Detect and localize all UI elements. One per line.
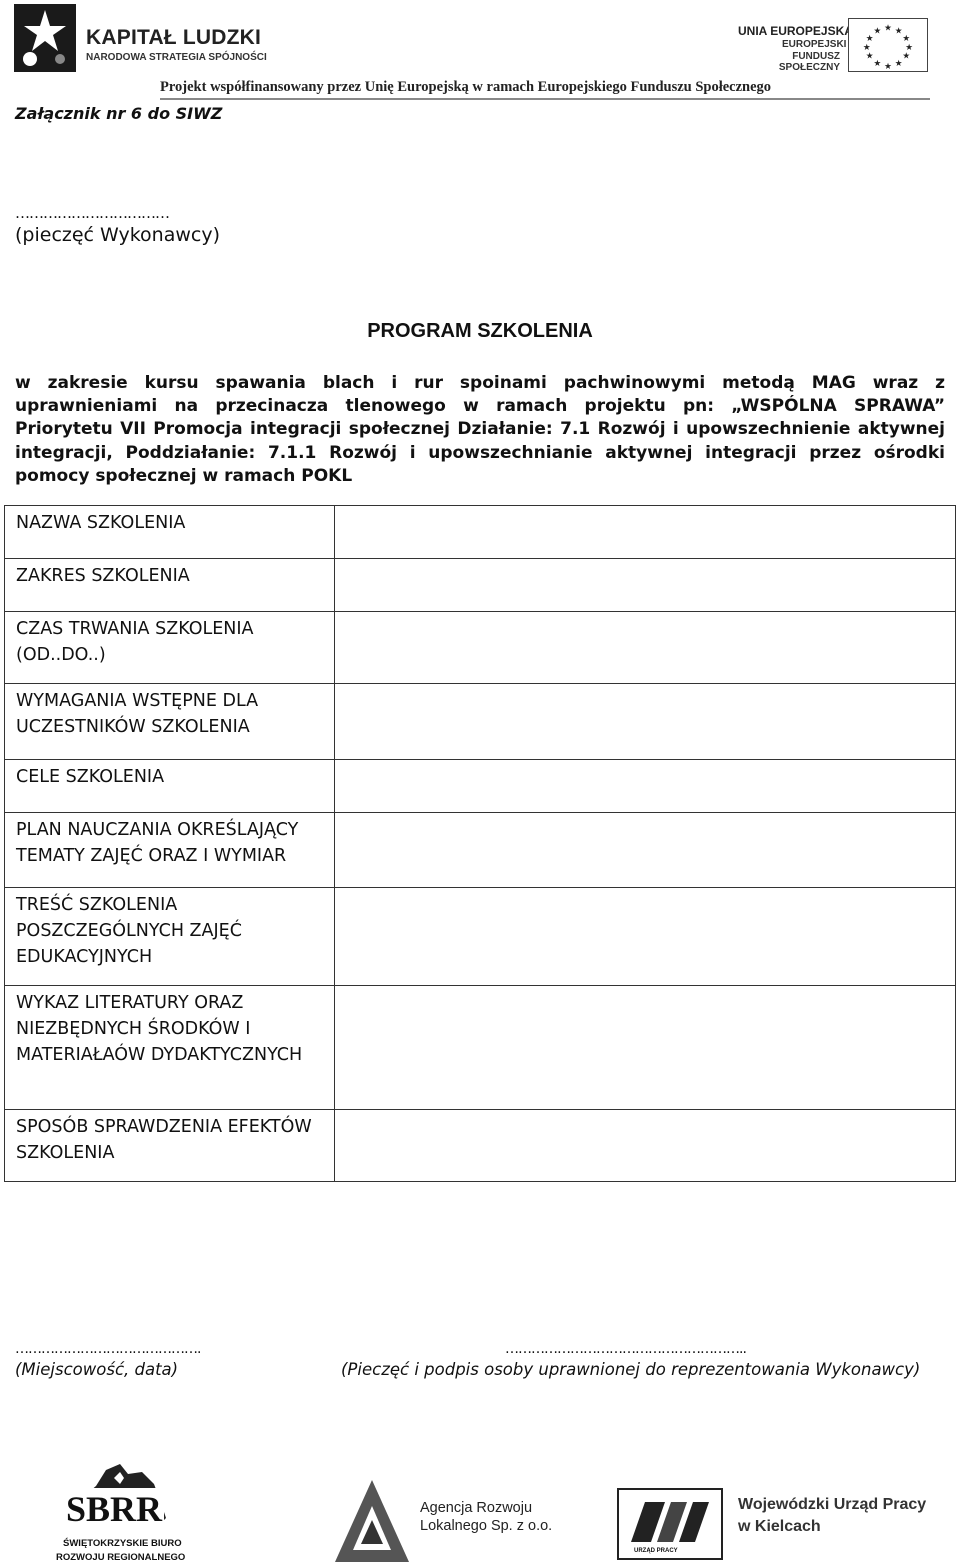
wup-logo-small-text: URZĄD PRACY xyxy=(634,1548,678,1554)
form-row-value-field[interactable] xyxy=(335,813,956,888)
kapital-ludzki-subtitle: NARODOWA STRATEGIA SPÓJNOŚCI xyxy=(86,52,267,63)
training-program-form xyxy=(4,505,956,1182)
form-row-label: WYKAZ LITERATURY ORAZ NIEZBĘDNYCH ŚRODKÓW I MATERIAŁAÓW DYDAKTYCZNYCH xyxy=(5,986,335,1110)
form-row-evaluation xyxy=(5,1110,956,1182)
svg-text:★: ★ xyxy=(865,34,874,45)
svg-text:★: ★ xyxy=(902,51,911,62)
form-row-label: SPOSÓB SPRAWDZENIA EFEKTÓW SZKOLENIA xyxy=(5,1110,335,1182)
eu-flag-icon xyxy=(848,18,928,72)
sbrr-logo-line2: ROZWOJU REGIONALNEGO xyxy=(56,1552,186,1563)
form-row-value-field[interactable] xyxy=(335,559,956,612)
svg-text:★: ★ xyxy=(884,62,892,72)
form-row-scope xyxy=(5,559,956,612)
place-date-label: (Miejscowość, data) xyxy=(15,1360,179,1379)
svg-text:★: ★ xyxy=(862,42,871,53)
form-row-content xyxy=(5,888,956,986)
document-header xyxy=(0,0,960,100)
eu-logo-line3: FUNDUSZ SPOŁECZNY xyxy=(778,51,840,73)
form-row-teaching-plan xyxy=(5,813,956,888)
form-row-literature xyxy=(5,986,956,1110)
form-row-label: CZAS TRWANIA SZKOLENIA (OD..DO..) xyxy=(5,612,335,684)
arl-triangle-logo-icon xyxy=(333,1478,411,1564)
wup-logo-line2: w Kielcach xyxy=(738,1518,821,1535)
kapital-ludzki-title: KAPITAŁ LUDZKI xyxy=(86,26,262,49)
eu-logo-line2: EUROPEJSKI xyxy=(782,39,847,50)
form-row-duration xyxy=(5,612,956,684)
form-row-value-field[interactable] xyxy=(335,684,956,760)
form-row-value-field[interactable] xyxy=(335,612,956,684)
signature-dots: ……………………………………………….. xyxy=(505,1341,746,1357)
svg-text:★: ★ xyxy=(873,26,882,37)
svg-text:★: ★ xyxy=(894,26,903,37)
contractor-stamp-label: (pieczęć Wykonawcy) xyxy=(15,224,221,246)
project-cofinancing-line: Projekt współfinansowany przez Unię Europejską w ramach Europejskiego Funduszu Społecznego xyxy=(160,79,772,95)
kapital-ludzki-logo-icon xyxy=(14,4,76,72)
form-row-goals xyxy=(5,760,956,813)
form-row-value-field[interactable] xyxy=(335,760,956,813)
svg-text:★: ★ xyxy=(873,59,882,70)
training-scope-paragraph: w zakresie kursu spawania blach i rur spoinami pachwinowymi metodą MAG wraz z uprawnieniami na przecinacza tlenowego w ramach projektu pn: „WSPÓLNA SPRAWA” Priorytetu VII Promocja integracji społecznej Działanie: 7.1 Rozwój i upowszechnienie aktywnej integracji, Poddziałanie: 7.1.1 Rozwój i upowszechnianie aktywnej integracji przez ośrodki pomocy społecznej w ramach POKL xyxy=(15,373,945,486)
sbrr-logo-line1: ŚWIĘTOKRZYSKIE BIURO xyxy=(63,1538,182,1549)
place-date-dots: ……………………………………. xyxy=(15,1341,201,1357)
svg-text:★: ★ xyxy=(902,34,911,45)
signature-label: (Pieczęć i podpis osoby uprawnionej do reprezentowania Wykonawcy) xyxy=(341,1360,921,1379)
form-row-label: PLAN NAUCZANIA OKREŚLAJĄCY TEMATY ZAJĘĆ ORAZ I WYMIAR xyxy=(5,813,335,888)
arl-logo-line1: Agencja Rozwoju xyxy=(420,1500,533,1516)
eu-logo-line1: UNIA EUROPEJSKA xyxy=(738,24,853,38)
form-row-label: ZAKRES SZKOLENIA xyxy=(5,559,335,612)
contractor-stamp-dots: …………………………… xyxy=(15,204,169,222)
form-row-value-field[interactable] xyxy=(335,1110,956,1182)
form-row-label: TREŚĆ SZKOLENIA POSZCZEGÓLNYCH ZAJĘĆ EDUKACYJNYCH xyxy=(5,888,335,986)
header-divider xyxy=(160,98,930,100)
form-row-value-field[interactable] xyxy=(335,986,956,1110)
attachment-label: Załącznik nr 6 do SIWZ xyxy=(15,104,223,123)
form-row-label: CELE SZKOLENIA xyxy=(5,760,335,813)
form-row-label: WYMAGANIA WSTĘPNE DLA UCZESTNIKÓW SZKOLENIA xyxy=(5,684,335,760)
svg-text:★: ★ xyxy=(905,42,914,53)
form-row-label: NAZWA SZKOLENIA xyxy=(5,506,335,559)
form-row-value-field[interactable] xyxy=(335,506,956,559)
arl-logo-line2: Lokalnego Sp. z o.o. xyxy=(420,1518,553,1534)
form-row-requirements xyxy=(5,684,956,760)
form-row-name xyxy=(5,506,956,559)
wup-logo-line1: Wojewódzki Urząd Pracy xyxy=(738,1496,927,1513)
page-title: PROGRAM SZKOLENIA xyxy=(367,320,593,342)
svg-text:★: ★ xyxy=(894,59,903,70)
svg-text:★: ★ xyxy=(884,23,892,34)
form-row-value-field[interactable] xyxy=(335,888,956,986)
svg-text:★: ★ xyxy=(865,51,874,62)
sbrr-logo-word: SBRR xyxy=(66,1489,163,1529)
